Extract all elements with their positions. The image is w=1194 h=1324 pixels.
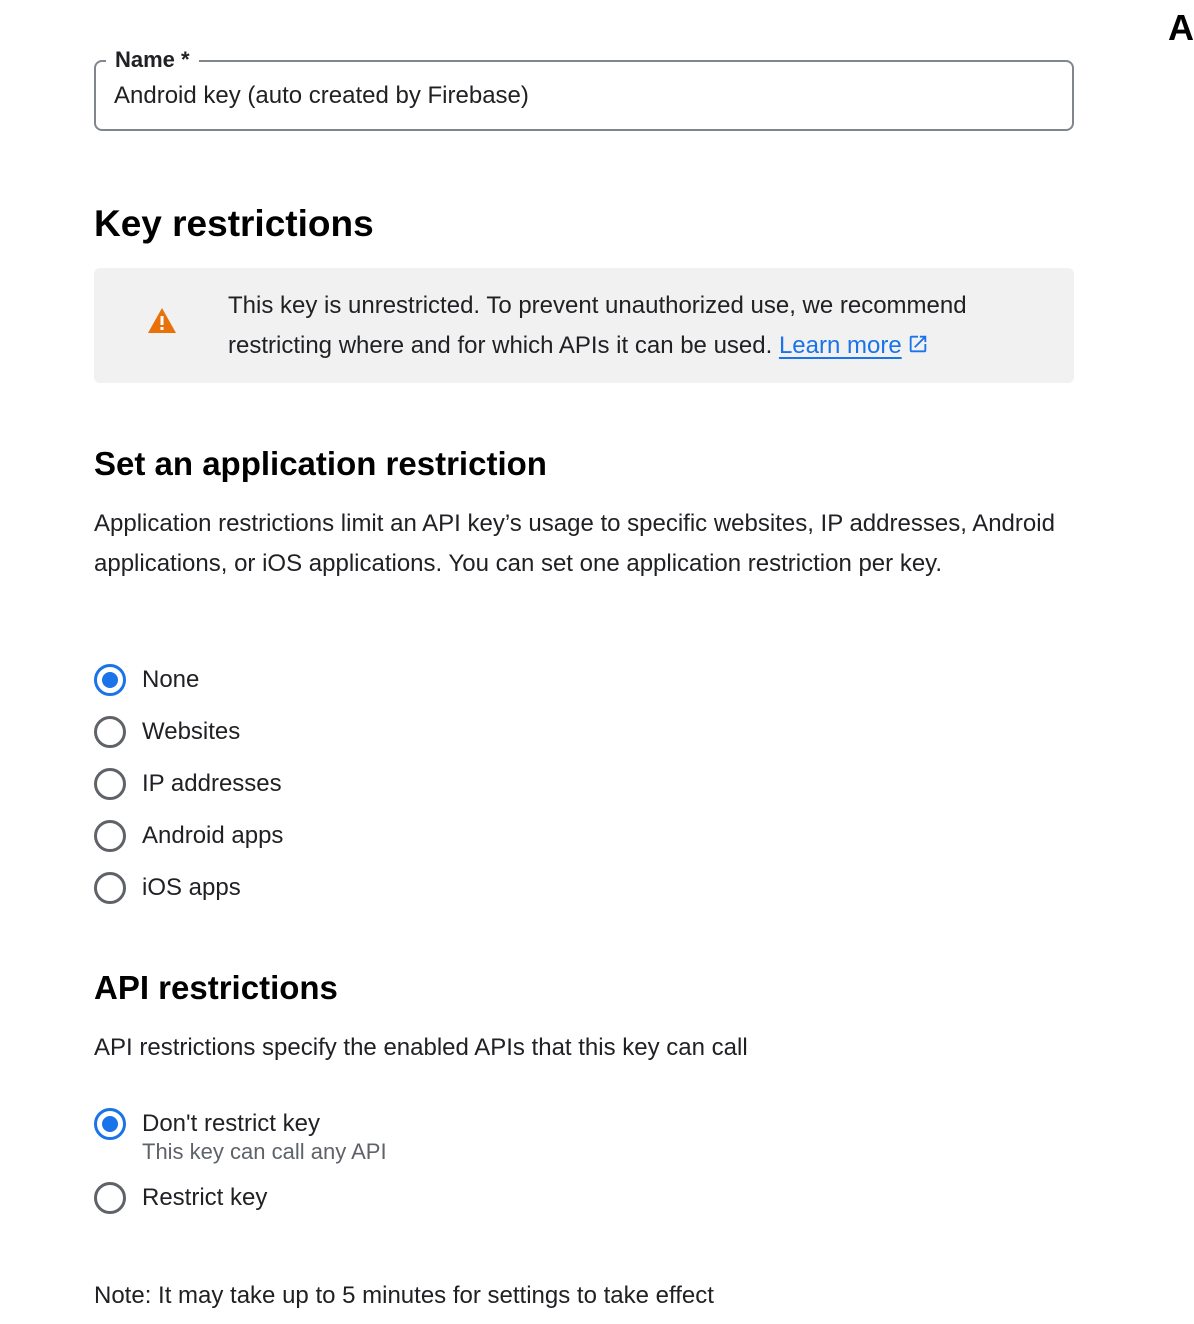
application-restriction-heading: Set an application restriction xyxy=(94,445,547,482)
learn-more-link[interactable] xyxy=(779,332,929,359)
radio-option-ios-apps[interactable] xyxy=(94,862,283,914)
name-input[interactable] xyxy=(114,62,1054,129)
radio-label: None xyxy=(142,666,200,693)
name-field[interactable] xyxy=(94,47,1074,131)
radio-button[interactable] xyxy=(94,768,126,800)
radio-option-dont-restrict-key[interactable] xyxy=(94,1098,387,1150)
key-restrictions-heading: Key restrictions xyxy=(94,203,374,244)
radio-label: Restrict key xyxy=(142,1184,268,1211)
radio-label: Android apps xyxy=(142,822,284,849)
radio-label: iOS apps xyxy=(142,874,241,901)
radio-label: Websites xyxy=(142,718,241,745)
radio-button[interactable] xyxy=(94,1182,126,1214)
api-restrictions-description: API restrictions specify the enabled APIs that this key can call xyxy=(94,1034,748,1061)
radio-button[interactable] xyxy=(94,716,126,748)
radio-button[interactable] xyxy=(94,664,126,696)
radio-option-websites[interactable] xyxy=(94,706,283,758)
settings-note: Note: It may take up to 5 minutes for settings to take effect xyxy=(94,1282,714,1309)
warning-icon xyxy=(146,306,178,336)
radio-option-ip-addresses[interactable] xyxy=(94,758,283,810)
name-field-label: Name * xyxy=(106,46,199,74)
radio-label: IP addresses xyxy=(142,770,282,797)
unrestricted-warning-banner xyxy=(94,268,1074,383)
application-restriction-description: Application restrictions limit an API key’s usage to specific websites, IP addresses, Android applications, or iOS applications. You can set one application restriction per key. xyxy=(94,510,1055,577)
radio-button[interactable] xyxy=(94,872,126,904)
radio-label: Don't restrict key xyxy=(142,1110,320,1137)
application-restriction-options xyxy=(94,654,283,914)
learn-more-label: Learn more xyxy=(778,332,902,359)
radio-sublabel: This key can call any API xyxy=(142,1139,387,1164)
external-link-icon xyxy=(907,333,929,355)
warning-message xyxy=(228,286,1048,366)
api-restriction-options xyxy=(94,1098,387,1224)
radio-option-android-apps[interactable] xyxy=(94,810,283,862)
radio-button[interactable] xyxy=(94,1108,126,1140)
radio-button[interactable] xyxy=(94,820,126,852)
radio-option-restrict-key[interactable] xyxy=(94,1172,387,1224)
radio-option-none[interactable] xyxy=(94,654,283,706)
edge-cutoff-text: A xyxy=(1168,7,1194,48)
warning-text: This key is unrestricted. To prevent unauthorized use, we recommend restricting where and for which APIs it can be used. xyxy=(228,292,967,359)
api-restrictions-heading: API restrictions xyxy=(94,969,338,1006)
